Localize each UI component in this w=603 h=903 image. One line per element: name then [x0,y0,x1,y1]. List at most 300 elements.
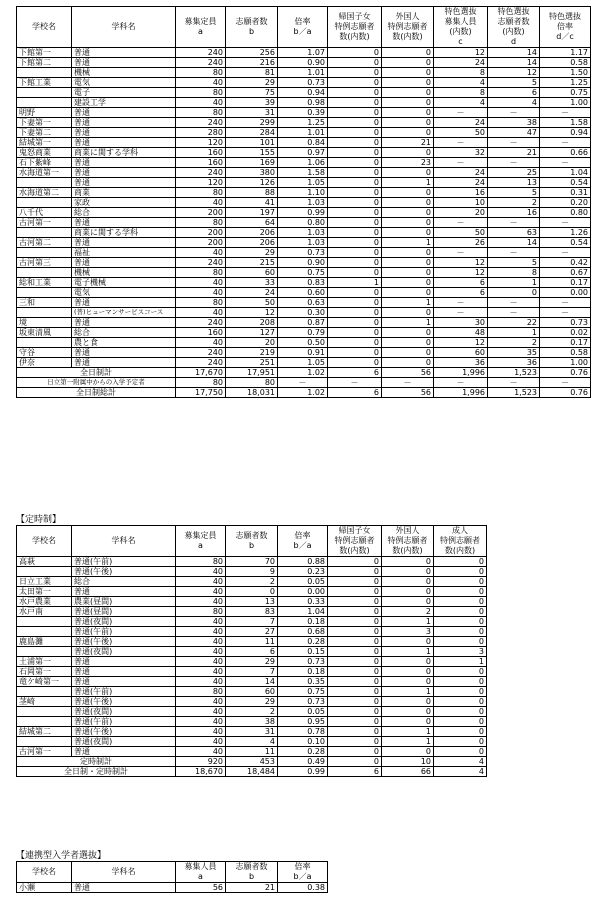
value-cell: 0.63 [278,298,328,308]
course-name-cell: 普通(午後) [72,727,176,737]
value-cell: 35 [488,348,540,358]
value-cell: 0.73 [278,78,328,88]
school-name-cell [17,627,72,637]
value-cell: 0 [328,727,382,737]
course-name-cell: 商業に関する学科 [72,228,176,238]
value-cell: 0 [328,647,382,657]
value-cell: 0.87 [278,318,328,328]
value-cell: 0 [382,358,434,368]
value-cell: － [540,158,591,168]
value-cell: 1 [382,617,434,627]
value-cell: 1 [382,687,434,697]
course-name-cell: 商業に関する学科 [72,148,176,158]
value-cell: 1.00 [540,358,591,368]
school-name-cell [17,617,72,627]
value-cell: 0.90 [278,58,328,68]
value-cell: － [540,108,591,118]
course-name-cell: 機械 [72,68,176,78]
value-cell: 215 [226,258,278,268]
value-cell: 1 [382,238,434,248]
course-name-cell: 電気 [72,78,176,88]
value-cell: 80 [176,268,226,278]
school-name-cell: 守谷 [17,348,72,358]
course-name-cell: 普通(午前) [72,627,176,637]
value-cell: 40 [176,707,226,717]
value-cell: 80 [176,108,226,118]
value-cell: 0 [328,567,382,577]
value-cell: 0 [328,338,382,348]
value-cell: － [488,378,540,388]
value-cell: 60 [226,687,278,697]
value-cell: 80 [176,88,226,98]
course-name-cell: 普通 [72,178,176,188]
value-cell: 10 [382,757,434,767]
value-cell: 0.49 [278,757,328,767]
school-name-cell: 太田第一 [17,587,72,597]
course-name-cell: 普通(夜間) [72,617,176,627]
value-cell: 0.17 [540,338,591,348]
course-name-cell: 電子機械 [72,278,176,288]
value-cell: 0 [328,168,382,178]
value-cell: 920 [176,757,226,767]
value-cell: 70 [226,557,278,567]
full-time-header-6: 外国人 特例志願者 数(内数) [382,7,434,48]
value-cell: 240 [176,348,226,358]
value-cell: 11 [226,637,278,647]
full-time-row [17,258,591,268]
part-time-row [17,647,487,657]
full-time-row [17,218,591,228]
value-cell: 0.78 [278,727,328,737]
value-cell: 240 [176,118,226,128]
value-cell: 0 [382,697,434,707]
course-name-cell: 普通 [72,168,176,178]
value-cell: 0.88 [278,557,328,567]
value-cell: 0.28 [278,637,328,647]
course-name-cell: 普通 [72,118,176,128]
value-cell: 0 [328,587,382,597]
value-cell: 0 [328,717,382,727]
value-cell: 40 [176,697,226,707]
full-time-row [17,308,591,318]
value-cell: 1.05 [278,358,328,368]
part-time-row [17,737,487,747]
value-cell: 12 [434,258,488,268]
value-cell: 40 [176,587,226,597]
value-cell: 40 [176,567,226,577]
school-name-cell: 土浦第一 [17,657,72,667]
value-cell: － [540,298,591,308]
linked-header-4: 倍率 b／a [278,862,328,883]
course-name-cell: 農と食 [72,338,176,348]
value-cell: － [434,378,488,388]
value-cell: 0.17 [540,278,591,288]
value-cell: 27 [226,627,278,637]
course-name-cell: 普通 [72,258,176,268]
value-cell: 0.75 [278,268,328,278]
value-cell: 29 [226,248,278,258]
full-time-row [17,178,591,188]
course-name-cell: 総合 [72,328,176,338]
value-cell: 0 [328,178,382,188]
full-time-row [17,58,591,68]
value-cell: 0.31 [540,188,591,198]
value-cell: 80 [176,378,226,388]
value-cell: 169 [226,158,278,168]
course-name-cell: 普通(午前) [72,717,176,727]
value-cell: 39 [226,98,278,108]
school-name-cell: 下館第一 [17,48,72,58]
value-cell: 12 [488,68,540,78]
value-cell: 40 [176,248,226,258]
value-cell: 0 [382,78,434,88]
value-cell: 31 [226,108,278,118]
value-cell: － [434,108,488,118]
value-cell: 1.02 [278,388,328,398]
value-cell: 0.68 [278,627,328,637]
value-cell: 0.76 [540,388,591,398]
value-cell: 1.58 [278,168,328,178]
linked-header-3: 志願者数 b [226,862,278,883]
value-cell: 1.07 [278,48,328,58]
value-cell: 0 [382,328,434,338]
value-cell: 80 [176,687,226,697]
value-cell: 219 [226,348,278,358]
value-cell: 6 [328,368,382,378]
value-cell: 0 [434,667,487,677]
value-cell: 0 [434,687,487,697]
value-cell: 66 [382,767,434,777]
value-cell: 24 [434,58,488,68]
value-cell: － [434,138,488,148]
value-cell: － [488,218,540,228]
value-cell: － [434,298,488,308]
school-name-cell: 小瀬 [17,883,72,893]
full-time-row [17,328,591,338]
part-time-row [17,637,487,647]
value-cell: 0 [328,328,382,338]
value-cell: 0 [488,288,540,298]
value-cell: 0.84 [278,138,328,148]
value-cell: 160 [176,148,226,158]
value-cell: 1.26 [540,228,591,238]
value-cell: 0 [382,228,434,238]
value-cell: 0 [328,318,382,328]
course-name-cell: 電子 [72,88,176,98]
value-cell: 0 [382,188,434,198]
value-cell: 24 [434,168,488,178]
value-cell: 0 [328,637,382,647]
value-cell: － [540,138,591,148]
value-cell: 80 [176,557,226,567]
part-time-row [17,577,487,587]
value-cell: 0 [382,348,434,358]
school-name-cell: 下館第二 [17,58,72,68]
value-cell: 0 [328,218,382,228]
value-cell: 40 [176,657,226,667]
value-cell: 2 [226,577,278,587]
value-cell: 0 [434,607,487,617]
value-cell: 0 [382,68,434,78]
value-cell: 0.67 [540,268,591,278]
value-cell: 0.00 [540,288,591,298]
value-cell: 25 [488,168,540,178]
value-cell: 0 [382,288,434,298]
course-name-cell: 普通(昼間) [72,607,176,617]
value-cell: 216 [226,58,278,68]
value-cell: 0 [382,48,434,58]
all-grand-total-row-label: 全日制・定時制計 [17,767,176,777]
value-cell: 0.83 [278,278,328,288]
all-grand-total-row [17,767,487,777]
school-name-cell: 下館工業 [17,78,72,88]
value-cell: 0.97 [278,148,328,158]
full-time-row [17,98,591,108]
value-cell: 33 [226,278,278,288]
course-name-cell: 普通 [72,158,176,168]
value-cell: 0 [382,208,434,218]
full-time-row [17,238,591,248]
school-name-cell: 古河第二 [17,238,72,248]
value-cell: 24 [434,118,488,128]
value-cell: 80 [176,298,226,308]
value-cell: 81 [226,68,278,78]
value-cell: 1,523 [488,368,540,378]
value-cell: 23 [382,158,434,168]
value-cell: 240 [176,258,226,268]
full-time-header-0: 学校名 [17,7,72,48]
linked-title: 【連携型入学者選抜】 [16,851,107,861]
value-cell: 6 [226,647,278,657]
value-cell: 208 [226,318,278,328]
value-cell: 14 [488,238,540,248]
value-cell: 2 [226,707,278,717]
value-cell: 50 [434,228,488,238]
value-cell: 40 [176,637,226,647]
school-name-cell [17,647,72,657]
value-cell: 0 [328,358,382,368]
school-name-cell: 古河第一 [17,218,72,228]
value-cell: 0.23 [278,567,328,577]
value-cell: 0 [328,597,382,607]
part-time-row [17,747,487,757]
school-name-cell: 水戸南 [17,607,72,617]
school-name-cell: 古河第三 [17,258,72,268]
value-cell: 6 [328,767,382,777]
value-cell: 0.60 [278,288,328,298]
value-cell: 0.73 [278,248,328,258]
course-name-cell: 普通 [72,667,176,677]
course-name-cell: 普通 [72,883,176,893]
value-cell: 40 [176,747,226,757]
school-name-cell [17,707,72,717]
value-cell: 1 [382,178,434,188]
value-cell: 0 [382,268,434,278]
value-cell: 40 [176,338,226,348]
value-cell: 0 [434,567,487,577]
course-name-cell: 農業(昼間) [72,597,176,607]
course-name-cell: 普通 [72,747,176,757]
value-cell: 0.76 [540,368,591,378]
junior-high-note-row-label: 日立第一附属中からの入学予定者 [17,378,176,388]
value-cell: 80 [226,378,278,388]
full-time-row [17,198,591,208]
value-cell: 4 [434,98,488,108]
full-time-row [17,148,591,158]
value-cell: 0.66 [540,148,591,158]
value-cell: 0.15 [278,647,328,657]
course-name-cell: 普通(午後) [72,567,176,577]
school-name-cell: 結城第二 [17,727,72,737]
value-cell: 0 [328,617,382,627]
value-cell: 56 [176,883,226,893]
value-cell: 1.04 [540,168,591,178]
part-time-title: 【定時制】 [16,515,62,525]
value-cell: 0 [328,78,382,88]
value-cell: 160 [176,328,226,338]
course-name-cell: 普通 [72,108,176,118]
value-cell: 0 [328,707,382,717]
linked-row [17,883,328,893]
value-cell: － [488,298,540,308]
school-name-cell: 水戸農業 [17,597,72,607]
value-cell: － [540,378,591,388]
value-cell: 60 [434,348,488,358]
course-name-cell: 普通 [72,48,176,58]
value-cell: 1.17 [540,48,591,58]
value-cell: 50 [226,298,278,308]
school-name-cell [17,717,72,727]
junior-high-note-row [17,378,591,388]
value-cell: 41 [226,198,278,208]
course-name-cell: 福祉 [72,248,176,258]
value-cell: 12 [434,268,488,278]
value-cell: 251 [226,358,278,368]
value-cell: 0 [434,577,487,587]
school-name-cell: 下妻第一 [17,118,72,128]
value-cell: 200 [176,208,226,218]
course-name-cell: 家政 [72,198,176,208]
value-cell: 101 [226,138,278,148]
value-cell: 0 [382,567,434,577]
value-cell: 0 [328,288,382,298]
value-cell: 453 [226,757,278,767]
value-cell: － [488,138,540,148]
value-cell: 0 [382,278,434,288]
value-cell: 24 [434,178,488,188]
value-cell: 299 [226,118,278,128]
value-cell: 197 [226,208,278,218]
full-time-grand-total-row [17,388,591,398]
value-cell: 22 [488,318,540,328]
value-cell: 0 [328,677,382,687]
value-cell: 0 [382,577,434,587]
value-cell: 0 [328,68,382,78]
course-name-cell: 普通(夜間) [72,647,176,657]
value-cell: 1 [382,647,434,657]
school-name-cell [17,338,72,348]
school-name-cell: 竜ケ崎第一 [17,677,72,687]
value-cell: 0 [382,108,434,118]
value-cell: － [278,378,328,388]
value-cell: 20 [226,338,278,348]
value-cell: 40 [176,717,226,727]
part-time-row [17,667,487,677]
value-cell: 0.73 [278,657,328,667]
value-cell: 1 [434,657,487,667]
value-cell: － [540,248,591,258]
linked-header-2: 募集人員 a [176,862,226,883]
value-cell: 1 [382,298,434,308]
value-cell: 0 [328,198,382,208]
linked-table [16,861,328,893]
school-name-cell: 坂東清風 [17,328,72,338]
value-cell: 9 [226,567,278,577]
value-cell: 30 [434,318,488,328]
value-cell: 50 [434,128,488,138]
school-name-cell: 三和 [17,298,72,308]
course-name-cell: (普)ヒューマンサービスコース [72,308,176,318]
value-cell: 40 [176,577,226,587]
value-cell: 0 [328,88,382,98]
value-cell: 4 [434,757,487,767]
value-cell: 40 [176,278,226,288]
value-cell: 14 [226,677,278,687]
part-time-row [17,717,487,727]
value-cell: 40 [176,737,226,747]
school-name-cell: 伊奈 [17,358,72,368]
value-cell: 2 [382,607,434,617]
school-name-cell [17,737,72,747]
value-cell: － [434,248,488,258]
course-name-cell: 普通 [72,128,176,138]
part-time-row [17,607,487,617]
part-time-header-6: 外国人 特例志願者 数(内数) [382,526,434,557]
value-cell: 0 [328,128,382,138]
value-cell: 0 [382,88,434,98]
full-time-row [17,338,591,348]
value-cell: 13 [488,178,540,188]
value-cell: 0.95 [278,717,328,727]
value-cell: 38 [226,717,278,727]
value-cell: 7 [226,617,278,627]
full-time-header-9: 特色選抜 倍率 d／c [540,7,591,48]
full-time-row [17,68,591,78]
value-cell: 0 [328,58,382,68]
value-cell: 40 [176,627,226,637]
part-time-header-7: 成人 特例志願者 数(内数) [434,526,487,557]
value-cell: 0.80 [540,208,591,218]
value-cell: 160 [176,158,226,168]
value-cell: 240 [176,358,226,368]
value-cell: 380 [226,168,278,178]
value-cell: 36 [488,358,540,368]
value-cell: 1 [382,727,434,737]
value-cell: 0 [328,188,382,198]
course-name-cell: 普通(夜間) [72,707,176,717]
course-name-cell: 普通 [72,58,176,68]
value-cell: 0.28 [278,747,328,757]
course-name-cell: 機械 [72,268,176,278]
value-cell: 0.79 [278,328,328,338]
value-cell: 1.04 [278,607,328,617]
course-name-cell: 普通 [72,318,176,328]
part-time-row [17,687,487,697]
value-cell: 155 [226,148,278,158]
value-cell: 48 [434,328,488,338]
value-cell: 29 [226,697,278,707]
school-name-cell: 総和工業 [17,278,72,288]
